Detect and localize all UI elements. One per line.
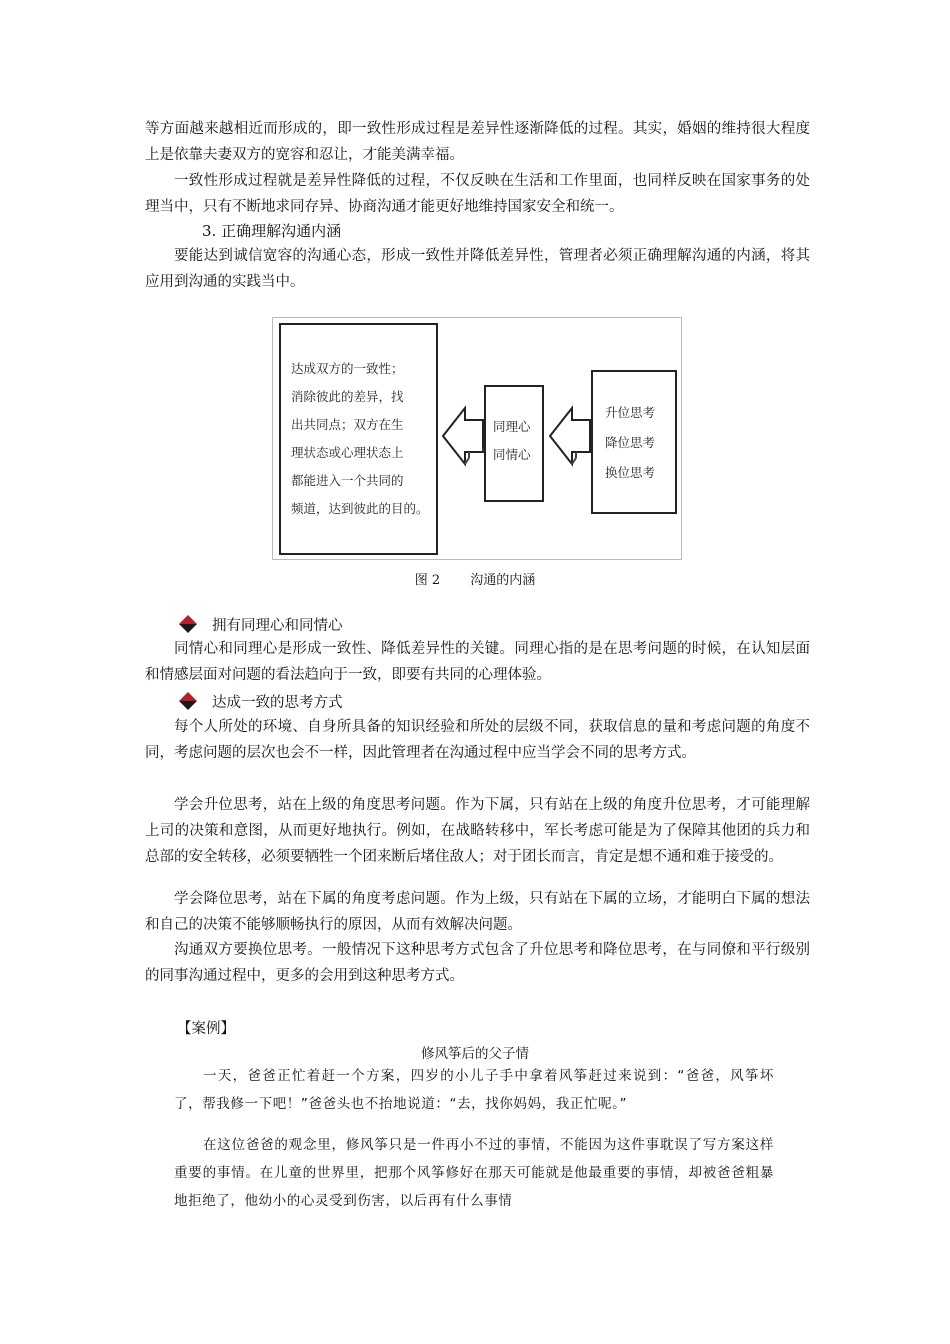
diagram-middle-box <box>484 385 544 502</box>
diagram-left-line: 理状态或心理状态上 <box>291 445 404 460</box>
bullet-item <box>178 611 343 637</box>
diagram-right-line: 换位思考 <box>605 465 656 480</box>
intro-paragraph-2: 一致性形成过程就是差异性降低的过程，不仅反映在生活和工作里面，也同样反映在国家事务的处理当中，只有不断地求同存异、协商沟通才能更好地维持国家安全和统一。 <box>145 173 810 215</box>
diagram-right-box <box>591 370 677 514</box>
diamond-bullet-icon <box>178 691 198 711</box>
bullet-paragraph: 每个人所处的环境、自身所具备的知识经验和所处的层级不同，获取信息的量和考虑问题的角度不同，考虑问题的层次也会不一样，因此管理者在沟通过程中应当学会不同的思考方式。 <box>145 719 810 761</box>
diagram-left-text <box>291 355 429 523</box>
left-arrow-icon <box>548 404 592 468</box>
bullet-paragraph: 学会升位思考，站在上级的角度思考问题。作为下属，只有站在上级的角度升位思考，才可能理解上司的决策和意图，从而更好地执行。例如，在战略转移中，军长考虑可能是为了保障其他团的兵力和总部的安全转移，必须要牺牲一个团来断后堵住敌人；对于团长而言，肯定是想不通和难于接受的。 <box>145 797 810 865</box>
diagram-middle-line: 同理心 <box>493 419 531 434</box>
diagram-left-line: 出共同点；双方在生 <box>291 417 404 432</box>
intro-paragraph-1: 等方面越来越相近而形成的，即一致性形成过程是差异性逐渐降低的过程。其实，婚姻的维持很大程度上是依靠夫妻双方的宽容和忍让，才能美满幸福。 <box>145 121 810 163</box>
diagram-left-line: 消除彼此的差异，找 <box>291 389 404 404</box>
communication-diagram <box>272 317 682 560</box>
figure-caption-text: 沟通的内涵 <box>470 573 536 588</box>
section-paragraph: 要能达到诚信宽容的沟通心态，形成一致性并降低差异性，管理者必须正确理解沟通的内涵，将其应用到沟通的实践当中。 <box>145 248 810 290</box>
bullet-paragraph: 学会降位思考，站在下属的角度考虑问题。作为上级，只有站在下属的立场，才能明白下属的想法和自己的决策不能够顺畅执行的原因，从而有效解决问题。 <box>145 891 810 933</box>
bullet-paragraph: 沟通双方要换位思考。一般情况下这种思考方式包含了升位思考和降位思考，在与同僚和平行级别的同事沟通过程中，更多的会用到这种思考方式。 <box>145 942 810 984</box>
diagram-left-line: 达成双方的一致性； <box>291 361 404 376</box>
bullet-paragraph: 同情心和同理心是形成一致性、降低差异性的关键。同理心指的是在思考问题的时候，在认知层面和情感层面对问题的看法趋向于一致，即要有共同的心理体验。 <box>145 641 810 683</box>
diagram-middle-text <box>493 413 531 469</box>
bullet-title: 拥有同理心和同情心 <box>212 617 343 634</box>
bullet-title: 达成一致的思考方式 <box>212 694 343 711</box>
diagram-right-line: 升位思考 <box>605 405 656 420</box>
diagram-left-line: 频道，达到彼此的目的。 <box>291 501 429 516</box>
diagram-left-line: 都能进入一个共同的 <box>291 473 404 488</box>
section-heading: 3. 正确理解沟通内涵 <box>202 222 342 240</box>
diagram-right-text <box>605 398 655 488</box>
case-label: 【案例】 <box>177 1021 235 1037</box>
case-paragraph: 在这位爸爸的观念里，修风筝只是一件再小不过的事情，不能因为这件事耽误了写方案这样重要的事情。在儿童的世界里，把那个风筝修好在那天可能就是他最重要的事情，却被爸爸粗暴地拒绝了，他幼小的心灵受到伤害，以后再有什么事情 <box>174 1137 774 1209</box>
left-arrow-icon <box>441 404 485 468</box>
case-title: 修风筝后的父子情 <box>421 1046 529 1062</box>
bullet-item <box>178 688 343 714</box>
figure-caption-number: 图 2 <box>414 573 441 588</box>
diamond-bullet-icon <box>178 614 198 634</box>
figure-caption <box>0 569 950 588</box>
diagram-right-line: 降位思考 <box>605 435 656 450</box>
case-paragraph: 一天，爸爸正忙着赶一个方案，四岁的小儿子手中拿着风筝赶过来说到：“爸爸，风筝坏了，帮我修一下吧！”爸爸头也不抬地说道：“去，找你妈妈，我正忙呢。” <box>174 1068 774 1112</box>
diagram-left-box <box>279 323 438 555</box>
diagram-middle-line: 同情心 <box>493 447 531 462</box>
